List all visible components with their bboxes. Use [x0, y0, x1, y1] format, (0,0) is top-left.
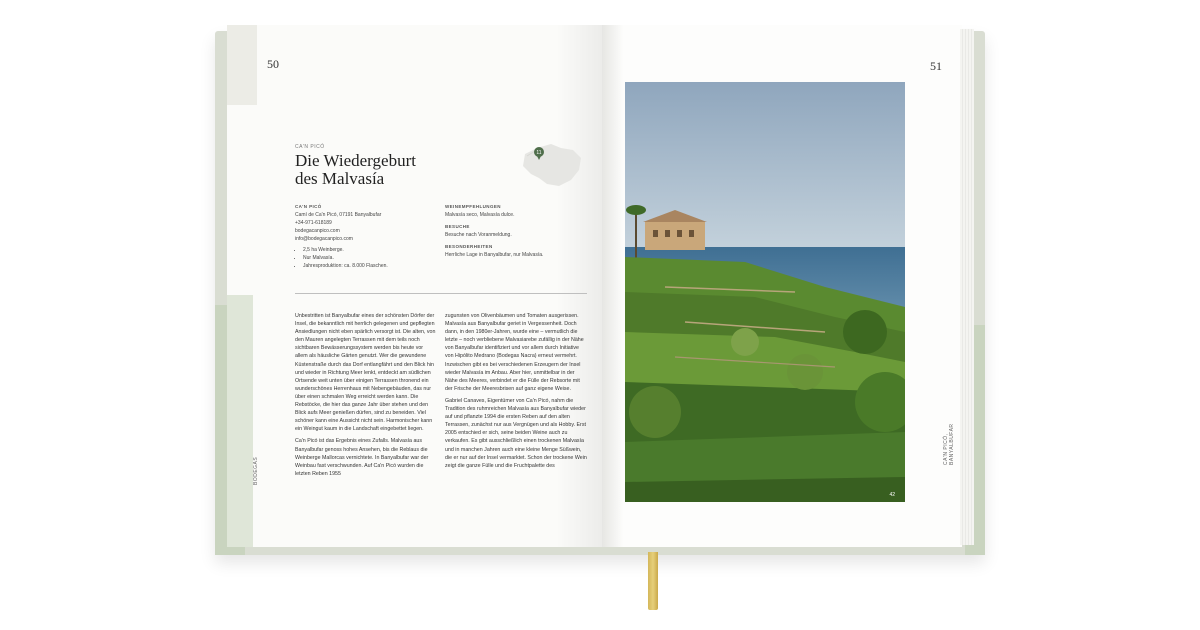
left-page: [227, 25, 602, 547]
section-side-label: BODEGAS: [253, 456, 259, 485]
landscape-image: [625, 82, 905, 502]
body-paragraph: Unbestritten ist Banyalbufar eines der schönsten Dörfer der Insel, die bekanntlich mit herrlich gelegenen und gepflegten Ansiedlungen nicht eben spärlich versorgt ist. Die alten, von den Mauren angelegten Terrassen mit dem teils noch sichtbaren Bewässerungssystem werden bis heute vor allem als häusliche Gärten genutzt. Wer die gewundene Küstenstraße durch das Dorf entlangfährt und den Blick hin und wieder in Richtung Meer lenkt, entdeckt am südlichen Ortsende weit unten über einigen Terrassen thronend ein wunderschönes Herrenhaus mit Nebengebäuden, das nur über einen schmalen Weg erreicht werden kann. Die Rebstöcke, die hier das ganze Jahr über stehen und den Blick aufs Meer genießen dürfen, sind zu beneiden. Viel schöner kann eine Aussicht nicht sein. Harmonischer kann ein Weingut kaum in die Landschaft eingebettet liegen.: [295, 313, 436, 433]
ribbon-bookmark: [648, 552, 658, 610]
mallorca-map-icon: [517, 140, 587, 190]
detail-block-visits: [445, 223, 590, 239]
facts-list: [295, 246, 435, 270]
detail-block-recommendations: [445, 203, 590, 219]
fact-item: • 2,5 ha Weinberge.: [303, 246, 435, 254]
body-column-2: [445, 312, 587, 474]
page-edges: [960, 29, 974, 545]
open-book: [215, 25, 985, 555]
vineyard-photo: [625, 82, 905, 502]
winery-name: CA'N PICÓ: [295, 204, 322, 209]
right-page: [602, 25, 962, 547]
page-title: [295, 152, 455, 188]
page-number-left: 50: [267, 57, 279, 71]
detail-heading: BESUCHE: [445, 224, 470, 229]
detail-text: Malvasía seco, Malvasía dulce.: [445, 212, 515, 218]
body-paragraph: zugunsten von Olivenbäumen und Tomaten ausgerissen. Malvasía aus Banyalbufar geriet in Vergessenheit. Doch dann, in den 1980er-Jahren, wurde eine – vermutlich die letzte – noch verbliebene Malvasiarebe zufällig in der Nähe von Banyalbufar identifiziert und vor allem durch Initiative von Hipólito Medrano (Bodegas Nacra) erneut vermehrt. Inzwischen gibt es bei verschiedenen Erzeugern der Insel wieder Malvasía im Anbau. Aber hier, unmittelbar in der Nähe des Meeres, verbindet er die Fülle der Rebsorte mit der Frische der Meeresbrisen auf ganz eigene Weise.: [445, 313, 584, 392]
winery-details: [445, 203, 590, 263]
page-number-right: 51: [930, 59, 942, 73]
photo-number: 42: [889, 492, 895, 498]
fact-item: • Jahresproduktion: ca. 8.000 Flaschen.: [303, 262, 435, 270]
photo-side-label: CA'N PICÓ, BANYALBUFAR: [943, 423, 955, 465]
detail-heading: BESONDERHEITEN: [445, 244, 493, 249]
winery-contact-info: [295, 203, 435, 270]
website-line: bodegacanpico.com: [295, 228, 340, 234]
detail-text: Besuche nach Voranmeldung.: [445, 232, 512, 238]
map-marker-number: 11: [536, 150, 542, 156]
page-decor-bottom: [227, 295, 253, 547]
chapter-kicker: CA'N PICÓ: [295, 144, 325, 150]
detail-text: Herrliche Lage in Banyalbufar, nur Malvasía.: [445, 252, 544, 258]
fact-item: • Nur Malvasía.: [303, 254, 435, 262]
title-line-2: des Malvasía: [295, 169, 385, 188]
phone-line: +34-971-618189: [295, 220, 332, 226]
detail-heading: WEINEMPFEHLUNGEN: [445, 204, 501, 209]
section-divider: [295, 293, 587, 294]
body-column-1: [295, 312, 437, 482]
page-decor-top: [227, 25, 257, 105]
body-paragraph: Ca'n Picó ist das Ergebnis eines Zufalls. Malvasía aus Banyalbufar genoss hohes Ansehen, bis die Reblaus die Weinberge Mallorcas vernichtete. In Banyalbufar war der Weinbau fast verschwunden. Auf Ca'n Picó wurden die letzten Reben 1955: [295, 438, 429, 477]
email-line: info@bodegacanpico.com: [295, 236, 353, 242]
address-line: Camí de Ca'n Picó, 07191 Banyalbufar: [295, 212, 382, 218]
body-paragraph: Gabriel Canaves, Eigentümer von Ca'n Picó, nahm die Tradition des ruhmreichen Malvasía aus Banyalbufar wieder auf und pflanzte 1994 die ersten Reben auf den alten Terrassen, zunächst nur aus Vergnügen und als Hobby. Erst 2005 entschied er sich, seine beiden Weine auch zu verkaufen. Es gibt ausschließlich einen trockenen Malvasía und in manchen Jahren auch eine kleine Menge Süßwein, die er nur auf der Insel vermarktet. Schon der trockene Wein zeigt die ganze Fülle und die Fruchtpalette des: [445, 397, 587, 469]
title-line-1: Die Wiedergeburt: [295, 151, 416, 170]
detail-block-specials: [445, 243, 590, 259]
